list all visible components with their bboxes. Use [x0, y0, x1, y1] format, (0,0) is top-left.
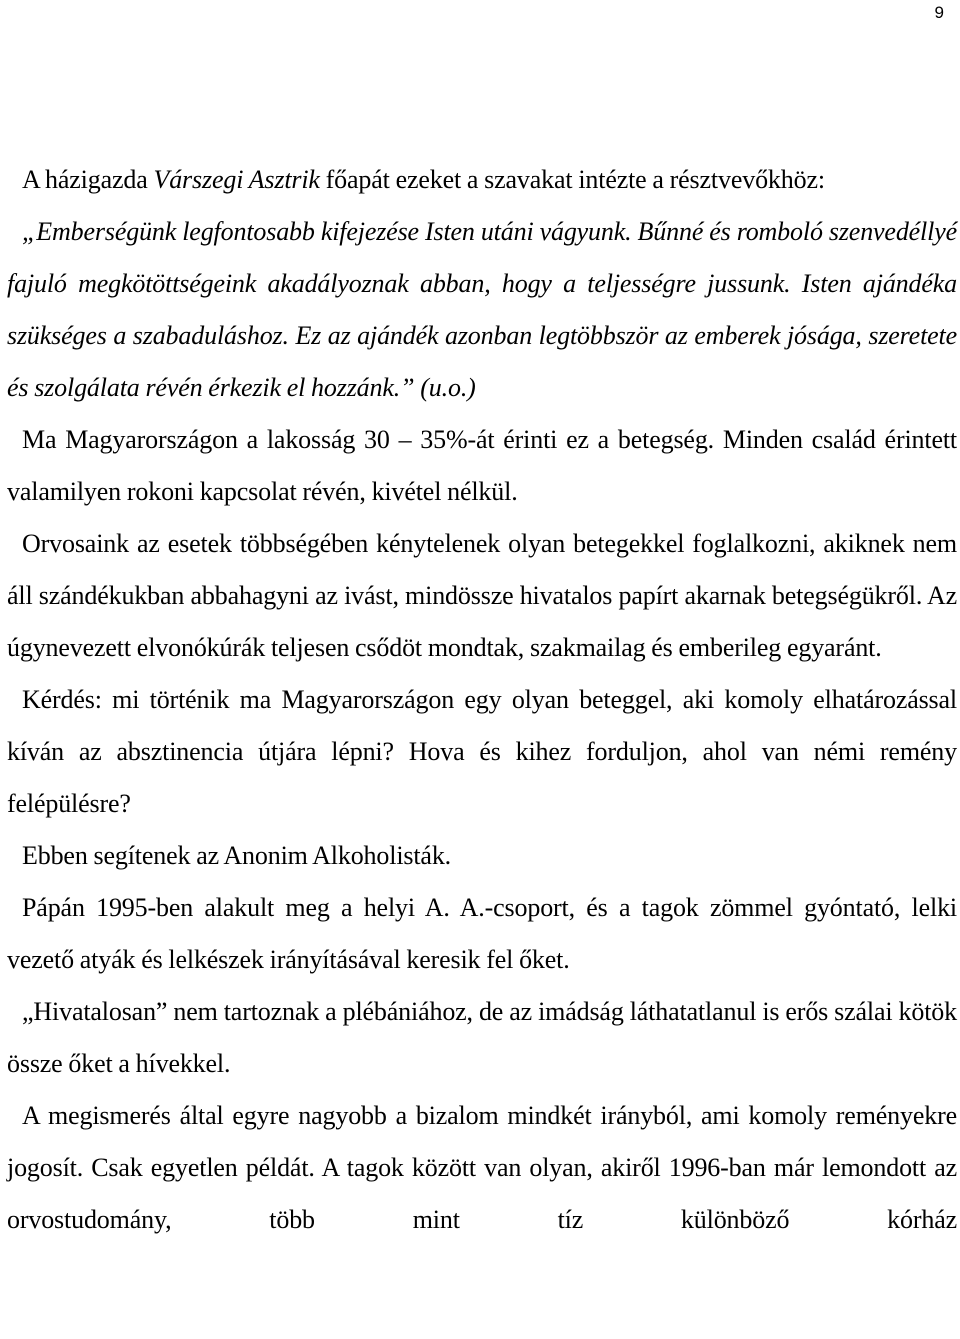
intro-lead: A házigazda [22, 165, 154, 194]
intro-paragraph [7, 154, 957, 206]
paragraph-parish: „Hivatalosan” nem tartoznak a plébániához, de az imádság láthatatlanul is erős szálai kötök össze őket a hívekkel. [7, 997, 957, 1078]
paragraph-question: Kérdés: mi történik ma Magyarországon egy olyan beteggel, aki komoly elhatározással kíván az absztinencia útjára lépni? Hova és kihez forduljon, ahol van némi remény felépülésre? [7, 685, 957, 818]
speaker-name: Várszegi Asztrik [153, 165, 320, 194]
paragraph-papa-group: Pápán 1995-ben alakult meg a helyi A. A.-csoport, és a tagok zömmel gyóntató, lelki vezető atyák és lelkészek irányításával keresik fel őket. [7, 893, 957, 974]
page-number: 9 [934, 3, 944, 22]
intro-tail: főapát ezeket a szavakat intézte a résztvevőkhöz: [319, 165, 825, 194]
paragraph-doctors: Orvosaink az esetek többségében kénytelenek olyan betegekkel foglalkozni, akiknek nem áll szándékukban abbahagyni az ivást, mindössze hivatalos papírt akarnak betegségükről. Az úgynevezett elvonókúrák teljesen csődöt mondtak, szakmailag és emberileg egyaránt. [7, 529, 957, 662]
paragraph-aa-help: Ebben segítenek az Anonim Alkoholisták. [22, 841, 452, 870]
paragraph-trust: A megismerés által egyre nagyobb a bizalom mindkét irányból, ami komoly reményekre jogosít. Csak egyetlen példát. A tagok között van olyan, akiről 1996-ban már lemondott az orvostudomány, több mint tíz különböző kórház [7, 1101, 957, 1234]
body-text [7, 154, 957, 1246]
quote-paragraph: „Emberségünk legfontosabb kifejezése Isten utáni vágyunk. Bűnné és romboló szenvedéllyé fajuló megkötöttségeink akadályoznak abban, hogy a teljességre jussunk. Isten ajándéka szükséges a szabaduláshoz. Ez az ajándék azonban legtöbbször az emberek jósága, szeretete és szolgálata révén érkezik el hozzánk.” (u.o.) [7, 217, 957, 402]
paragraph-prevalence: Ma Magyarországon a lakosság 30 – 35%-át érinti ez a betegség. Minden család érintett valamilyen rokoni kapcsolat révén, kivétel nélkül. [7, 425, 957, 506]
